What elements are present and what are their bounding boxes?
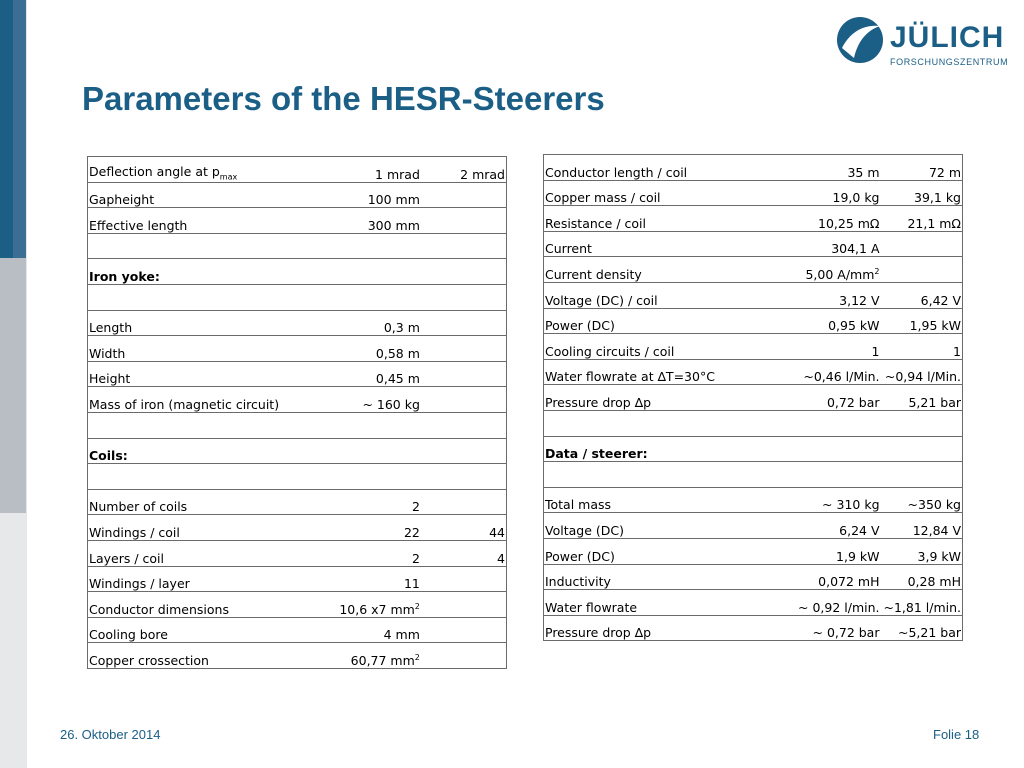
table-cell-value-1	[747, 410, 880, 436]
table-row	[88, 540, 507, 566]
table-cell-value-1	[299, 643, 421, 669]
table-cell-value-1	[299, 592, 421, 618]
table-cell-value-1: 300 mm	[299, 208, 421, 234]
table-cell-label: Number of coils	[88, 489, 300, 515]
table-cell-label: Layers / coil	[88, 540, 300, 566]
table-cell-value-2: ~5,21 bar	[881, 615, 963, 641]
table-row	[544, 308, 963, 334]
table-cell-label	[544, 410, 748, 436]
table-cell-value-1: ~ 310 kg	[747, 487, 880, 513]
table-cell-value-2	[421, 438, 507, 464]
table-cell-label: Copper mass / coil	[544, 180, 748, 206]
table-row	[544, 180, 963, 206]
table-cell-value-1	[299, 438, 421, 464]
table-cell-value-1	[299, 284, 421, 310]
table-cell-value-1: ~0,46 l/Min.	[747, 359, 880, 385]
table-cell-label: Pressure drop ∆p	[544, 615, 748, 641]
table-cell-value-1: 0,95 kW	[747, 308, 880, 334]
table-row	[88, 259, 507, 285]
table-cell-label: Current density	[544, 257, 748, 283]
table-row	[544, 359, 963, 385]
table-cell-label	[544, 462, 748, 488]
table-cell-value-2	[421, 464, 507, 490]
table-cell-value-2	[421, 617, 507, 643]
deflection-label: Deflection angle at p	[89, 164, 220, 180]
side-stripe-blue-inner	[13, 0, 26, 258]
table-cell-label: Inductivity	[544, 564, 748, 590]
table-row	[88, 489, 507, 515]
table-cell-value-2: ~1,81 l/min.	[881, 590, 963, 616]
table-cell-value-2: 6,42 V	[881, 282, 963, 308]
table-cell-value-2: 5,21 bar	[881, 385, 963, 411]
table-cell-value-2	[421, 412, 507, 438]
table-row	[544, 231, 963, 257]
table-cell-value-1: ~ 0,72 bar	[747, 615, 880, 641]
table-cell-value-1: ~ 160 kg	[299, 387, 421, 413]
deflection-label-subscript: max	[219, 172, 238, 182]
table-cell-value-2: 3,9 kW	[881, 538, 963, 564]
table-cell-value-2: 4	[421, 540, 507, 566]
table-cell-value-2	[421, 182, 507, 208]
table-cell-value-2	[881, 410, 963, 436]
table-cell-label	[88, 412, 300, 438]
table-cell-label: Length	[88, 310, 300, 336]
table-row	[88, 387, 507, 413]
table-cell-value-1: 0,72 bar	[747, 385, 880, 411]
table-cell-value-1	[299, 464, 421, 490]
side-stripe-blue	[0, 0, 13, 258]
table-cell-value-1: 19,0 kg	[747, 180, 880, 206]
table-cell-value-2	[421, 387, 507, 413]
table-cell-value-1: ~ 0,92 l/min.	[747, 590, 880, 616]
table-cell-label: Windings / coil	[88, 515, 300, 541]
table-row	[88, 284, 507, 310]
table-cell-label	[88, 233, 300, 259]
table-cell-value-1: 1 mrad	[299, 157, 421, 183]
table-cell-label: Water flowrate at ∆T=30°C	[544, 359, 748, 385]
table-cell-value-2	[421, 592, 507, 618]
steerer-parameters-table-right	[543, 154, 963, 641]
table-cell-value-2	[421, 361, 507, 387]
table-cell-label: Cooling bore	[88, 617, 300, 643]
table-row	[544, 564, 963, 590]
table-cell-label	[88, 284, 300, 310]
table-cell-value-1	[299, 259, 421, 285]
table-row	[544, 590, 963, 616]
table-cell-value-1: 2	[299, 540, 421, 566]
table-cell-value-2: ~0,94 l/Min.	[881, 359, 963, 385]
table-cell-value-2: 39,1 kg	[881, 180, 963, 206]
table-cell-label: Iron yoke:	[88, 259, 300, 285]
table-cell-value-1	[747, 436, 880, 462]
table-cell-value-2	[421, 259, 507, 285]
table-row	[88, 617, 507, 643]
table-cell-label: Cooling circuits / coil	[544, 334, 748, 360]
table-cell-value-1: 0,3 m	[299, 310, 421, 336]
table-cell-value-1	[747, 257, 880, 283]
table-cell-value-1: 22	[299, 515, 421, 541]
table-cell-value-1: 1,9 kW	[747, 538, 880, 564]
table-cell-label: Effective length	[88, 208, 300, 234]
table-row	[88, 361, 507, 387]
table-cell-value-1: 100 mm	[299, 182, 421, 208]
table-cell-value-2	[421, 284, 507, 310]
table-cell-value-1	[747, 462, 880, 488]
table-cell-value-1	[299, 233, 421, 259]
logo-name: JÜLICH	[890, 21, 1005, 54]
table-cell-label: Power (DC)	[544, 538, 748, 564]
table-row	[88, 208, 507, 234]
table-cell-value-2	[421, 566, 507, 592]
table-cell-value-1: 10,25 mΩ	[747, 206, 880, 232]
table-row	[544, 206, 963, 232]
table-row	[544, 282, 963, 308]
value-superscript: 2	[414, 652, 420, 662]
table-cell-label: Mass of iron (magnetic circuit)	[88, 387, 300, 413]
table-cell-label: Pressure drop ∆p	[544, 385, 748, 411]
table-cell-label: Water flowrate	[544, 590, 748, 616]
table-row	[88, 592, 507, 618]
table-row	[544, 436, 963, 462]
table-row	[544, 513, 963, 539]
table-row	[544, 487, 963, 513]
table-row	[88, 566, 507, 592]
table-row	[544, 410, 963, 436]
table-cell-value-2	[881, 257, 963, 283]
value-superscript: 2	[414, 601, 420, 611]
table-cell-label: Data / steerer:	[544, 436, 748, 462]
table-cell-value-1: 0,072 mH	[747, 564, 880, 590]
table-cell-value-1: 0,58 m	[299, 336, 421, 362]
table-cell-label: Conductor dimensions	[88, 592, 300, 618]
juelich-logo	[836, 12, 1009, 74]
value-text: 5,00 A/mm	[805, 266, 875, 282]
table-row	[544, 257, 963, 283]
table-cell-value-1: 11	[299, 566, 421, 592]
table-row	[88, 438, 507, 464]
table-row	[88, 182, 507, 208]
table-row	[544, 538, 963, 564]
value-text: 60,77 mm	[350, 652, 415, 668]
side-stripe-light	[0, 513, 26, 768]
table-cell-value-2	[421, 310, 507, 336]
side-divider-line	[26, 0, 27, 768]
juelich-logo-mark-icon	[836, 14, 886, 66]
table-cell-value-1: 2	[299, 489, 421, 515]
table-cell-label: Height	[88, 361, 300, 387]
table-cell-value-2: ~350 kg	[881, 487, 963, 513]
table-cell-value-1: 3,12 V	[747, 282, 880, 308]
table-row	[88, 157, 507, 183]
table-row	[544, 462, 963, 488]
table-cell-label: Voltage (DC)	[544, 513, 748, 539]
table-row	[88, 310, 507, 336]
table-cell-value-1: 304,1 A	[747, 231, 880, 257]
slide-title: Parameters of the HESR-Steerers	[82, 80, 605, 117]
table-row	[544, 385, 963, 411]
table-cell-value-2: 21,1 mΩ	[881, 206, 963, 232]
table-cell-value-2	[421, 233, 507, 259]
side-stripe-grey	[0, 258, 26, 513]
table-cell-label: Coils:	[88, 438, 300, 464]
value-superscript: 2	[874, 266, 880, 276]
table-cell-label: Conductor length / coil	[544, 155, 748, 181]
table-cell-label	[88, 157, 300, 183]
table-cell-value-1: 4 mm	[299, 617, 421, 643]
table-cell-value-2: 12,84 V	[881, 513, 963, 539]
table-cell-label: Current	[544, 231, 748, 257]
table-cell-value-2: 44	[421, 515, 507, 541]
table-cell-label: Resistance / coil	[544, 206, 748, 232]
table-cell-value-1: 6,24 V	[747, 513, 880, 539]
footer-date: 26. Oktober 2014	[60, 727, 161, 742]
table-row	[544, 615, 963, 641]
table-cell-value-2: 2 mrad	[421, 157, 507, 183]
steerer-parameters-table-left	[87, 156, 507, 669]
table-row	[88, 643, 507, 669]
table-row	[88, 336, 507, 362]
table-cell-label: Voltage (DC) / coil	[544, 282, 748, 308]
table-cell-label: Total mass	[544, 487, 748, 513]
table-row	[88, 464, 507, 490]
table-cell-label: Width	[88, 336, 300, 362]
table-cell-value-2	[421, 336, 507, 362]
table-cell-value-2: 0,28 mH	[881, 564, 963, 590]
table-cell-value-1: 35 m	[747, 155, 880, 181]
table-row	[88, 233, 507, 259]
table-cell-value-2: 72 m	[881, 155, 963, 181]
table-cell-value-2	[421, 208, 507, 234]
table-row	[544, 155, 963, 181]
table-cell-value-2	[421, 643, 507, 669]
table-row	[544, 334, 963, 360]
table-cell-label	[88, 464, 300, 490]
value-text: 10,6 x7 mm	[339, 601, 415, 617]
table-row	[88, 412, 507, 438]
table-cell-value-2	[421, 489, 507, 515]
table-cell-value-2	[881, 436, 963, 462]
table-cell-label: Power (DC)	[544, 308, 748, 334]
footer-slide-number: Folie 18	[933, 727, 980, 742]
table-cell-value-2	[881, 231, 963, 257]
table-cell-value-2	[881, 462, 963, 488]
table-row	[88, 515, 507, 541]
table-cell-label: Windings / layer	[88, 566, 300, 592]
table-cell-value-1: 1	[747, 334, 880, 360]
table-cell-value-2: 1	[881, 334, 963, 360]
logo-subtitle: FORSCHUNGSZENTRUM	[890, 57, 1009, 67]
table-cell-label: Copper crossection	[88, 643, 300, 669]
table-cell-value-1	[299, 412, 421, 438]
table-cell-value-1: 0,45 m	[299, 361, 421, 387]
table-cell-value-2: 1,95 kW	[881, 308, 963, 334]
table-cell-label: Gapheight	[88, 182, 300, 208]
